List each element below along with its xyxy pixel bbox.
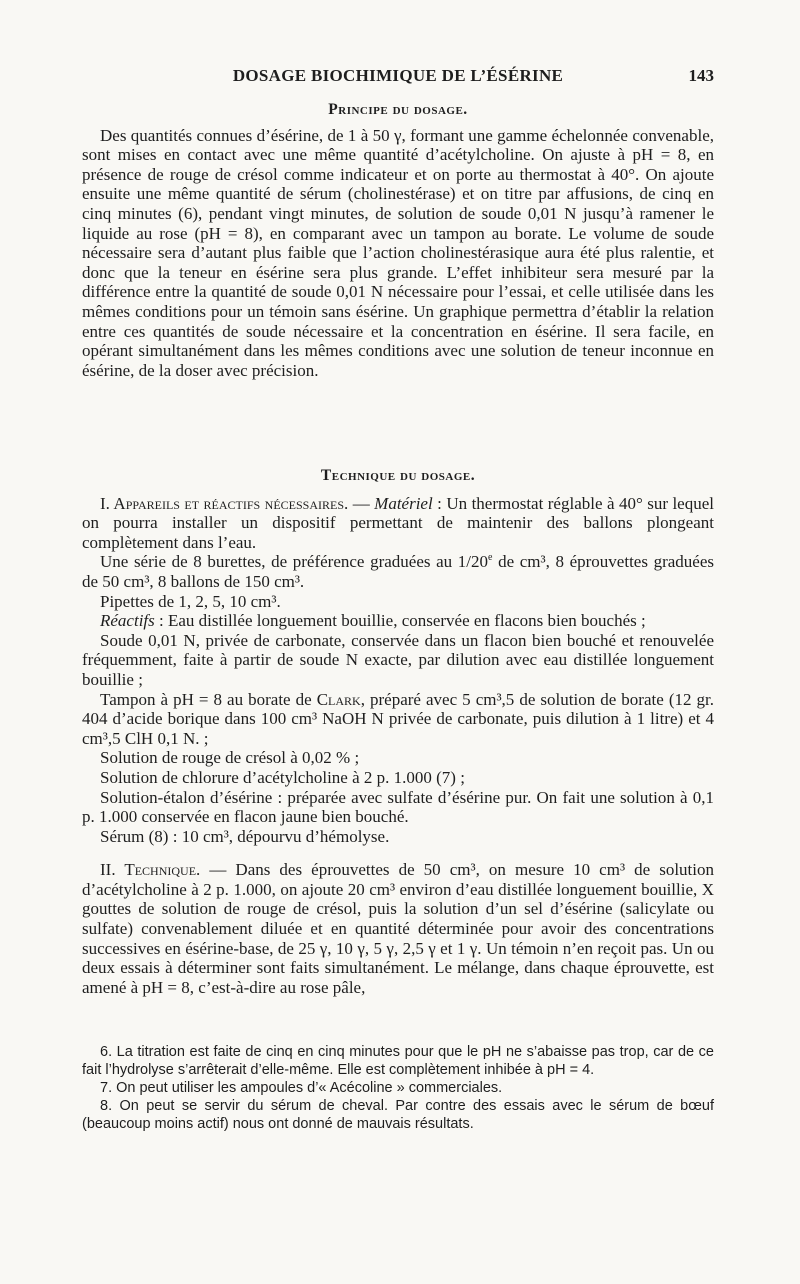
rouge-paragraph: Solution de rouge de crésol à 0,02 % ; xyxy=(100,748,360,768)
footnotes xyxy=(82,1043,714,1133)
page-number: 143 xyxy=(688,66,714,85)
principe-section xyxy=(82,100,714,380)
page-header xyxy=(82,66,714,92)
serum-text-end: : 10 cm³, dépourvu d’hémolyse. xyxy=(168,826,390,846)
materiel-label: Matériel xyxy=(374,493,433,513)
dash: — xyxy=(348,493,375,513)
serum-text: Sérum xyxy=(100,826,149,846)
burettes-sup: e xyxy=(488,552,493,564)
clark-name: Clark xyxy=(316,689,361,709)
burettes-text: Une série de 8 burettes, de préférence graduées au 1/20 xyxy=(100,552,489,572)
technique-title: Technique du dosage. xyxy=(320,467,476,484)
tampon-text-end: , préparé avec 5 cm³,5 de solution de borate (12 gr. 404 d’acide borique dans 100 cm³ NaOH N privée de carbonate, puis dilution à 1 litre) et 4 cm³,5 ClH 0,1 N. ; xyxy=(82,689,714,748)
burettes-paragraph xyxy=(82,552,714,591)
appareils-paragraph xyxy=(82,494,714,553)
serum-paragraph xyxy=(82,827,714,847)
tampon-paragraph xyxy=(82,690,714,749)
materiel-text: : Un thermostat réglable à 40° sur lequel on pourra installer un dispositif permettant de maintenir des ballons plongeant complètement dans l’eau. xyxy=(82,493,714,552)
chlorure-paragraph xyxy=(82,768,714,788)
chlorure-text: Solution de chlorure d’acétylcholine à 2 p. 1.000 xyxy=(100,767,437,787)
footnote-6: 6. La titration est faite de cinq en cinq minutes pour que le pH ne s’abaisse pas trop, car de ce fait l’hydrolyse s’arrêterait d’elle-même. Elle est complètement inhibée à pH = 4. xyxy=(82,1044,714,1078)
footnote-ref-7: (7) xyxy=(436,767,456,787)
tampon-text: Tampon à pH = 8 au borate de xyxy=(100,689,317,709)
running-title: DOSAGE BIOCHIMIQUE DE L’ÉSÉRINE xyxy=(232,66,564,85)
technique-ii-paragraph xyxy=(82,860,714,997)
technique-section xyxy=(82,466,714,997)
footnote-ref-8: (8) xyxy=(148,826,169,846)
reactifs-label: Réactifs xyxy=(100,611,155,631)
burettes-text-end: de cm³, 8 éprouvettes graduées de 50 cm³, 8 ballons de 150 cm³. xyxy=(82,552,714,591)
soude-paragraph: Soude 0,01 N, privée de carbonate, conservée dans un flacon bien bouché et renouvelée fréquemment, faite à partir de soude N exacte, par dilution avec eau distillée longuement bouillie ; xyxy=(82,630,714,689)
principe-paragraph: Des quantités connues d’ésérine, de 1 à 50 γ, formant une gamme échelonnée convenable, sont mises en contact avec une même quantité d’acétylcholine. On ajuste à pH = 8, en présence de rouge de crésol comme indicateur et on porte au thermostat à 40°. On ajoute ensuite une même quantité de sérum (cholinestérase) et on titre par affusions, de cinq en cinq minutes (6), pendant vingt minutes, de solution de soude 0,01 N jusqu’à ramener le liquide au rose (pH = 8), en comparant avec un tampon au borate. Le volume de soude nécessaire sera d’autant plus faible que l’action cholinestérasique aura été plus ralentie, et donc que la teneur en ésérine sera plus grande. L’effet inhibiteur sera mesuré par la différence entre la quantité de soude 0,01 N nécessaire pour l’essai, et celle utilisée dans les mêmes conditions pour un témoin sans ésérine. Un graphique permettra d’établir la relation entre ces quantités de soude nécessaire et la concentration en ésérine. Il sera facile, en opérant simultanément dans les mêmes conditions avec une solution de teneur inconnue en ésérine, de la doser avec précision. xyxy=(82,125,714,380)
technique-ii-text: Dans des éprouvettes de 50 cm³, on mesure 10 cm³ de solution d’acétylcholine à 2 p. 1.000, on ajoute 20 cm³ environ d’eau distillée longuement bouillie, X gouttes de solution de rouge de crésol, puis la solution d’un sel d’ésérine (salicylate ou sulfate) convenablement diluée et en quantité déterminée pour avoir des concentrations successives en ésérine-base, de 25 γ, 10 γ, 5 γ, 2,5 γ et 1 γ. Un témoin n’en reçoit pas. Un ou deux essais à déterminer sont faits simultanément. Le mélange, dans chaque éprouvette, est amené à pH = 8, c’est-à-dire au rose pâle, xyxy=(82,860,715,997)
footnote-8: 8. On peut se servir du sérum de cheval. Par contre des essais avec le sérum de bœuf (beaucoup moins actif) nous ont donné de mauvais résultats. xyxy=(82,1098,714,1132)
appareils-heading: I. Appareils et réactifs nécessaires. xyxy=(100,493,349,513)
pipettes-paragraph: Pipettes de 1, 2, 5, 10 cm³. xyxy=(100,591,281,611)
reactifs-text: : Eau distillée longuement bouillie, conservée en flacons bien bouchés ; xyxy=(154,611,646,631)
etalon-paragraph: Solution-étalon d’ésérine : préparée avec sulfate d’ésérine pur. On fait une solution à 0,1 p. 1.000 conservée en flacon jaune bien bouché. xyxy=(82,787,714,827)
dash: — xyxy=(200,860,236,880)
footnote-7: 7. On peut utiliser les ampoules d’« Acécoline » commerciales. xyxy=(100,1080,503,1096)
principe-title: Principe du dosage. xyxy=(328,101,468,118)
reactifs-paragraph xyxy=(82,611,714,631)
chlorure-end: ; xyxy=(455,767,465,787)
technique-ii-heading: II. Technique. xyxy=(100,860,201,880)
